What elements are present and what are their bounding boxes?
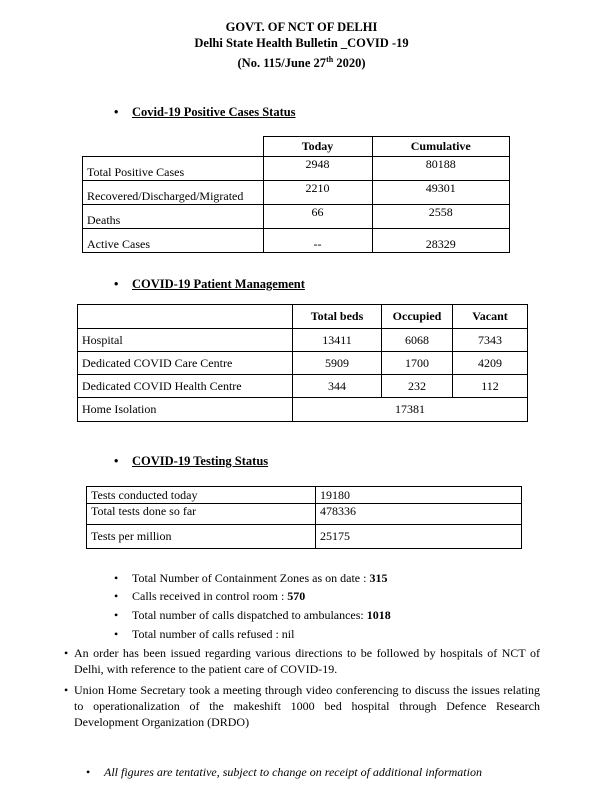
list-item: • Calls received in control room : 570 (114, 589, 306, 603)
table-row: Tests conducted today 19180 (87, 487, 522, 504)
testing-table (86, 486, 522, 549)
footer-note: • All figures are tentative, subject to change on receipt of additional information (86, 765, 482, 779)
paragraph-hospital-order: • An order has been issued regarding various directions to be followed by hospitals of NCT of Delhi, with reference to the patient care of COVID-19. (64, 646, 540, 676)
section-heading-testing: • COVID-19 Testing Status (114, 454, 269, 468)
col-total-beds: Total beds (293, 305, 382, 329)
table-row: Home Isolation 17381 (78, 398, 528, 422)
table-row: Active Cases -- 28329 (83, 229, 510, 253)
bulletin-number: (No. 115/June 27th 2020) (237, 55, 366, 71)
section-heading-management: • COVID-19 Patient Management (114, 277, 305, 291)
paragraph-drdo-meeting: • Union Home Secretary took a meeting through video conferencing to discuss the issues relating to operationalization of the makeshift 1000 bed hospital through Defence Research Development Organization (DRDO) (64, 683, 540, 729)
list-item: • Total number of calls refused : nil (114, 627, 295, 641)
cases-table (82, 136, 510, 253)
bulletin-govt-title: GOVT. OF NCT OF DELHI (225, 20, 378, 34)
table-row: Deaths 66 2558 (83, 205, 510, 229)
list-item: • Total Number of Containment Zones as on date : 315 (114, 571, 388, 585)
table-row: Total tests done so far 478336 (87, 504, 522, 525)
bulletin-title: Delhi State Health Bulletin _COVID -19 (194, 36, 409, 50)
section-heading-cases: • Covid-19 Positive Cases Status (114, 105, 296, 119)
col-cumulative: Cumulative (372, 137, 510, 157)
col-today: Today (263, 137, 372, 157)
table-row: Hospital 13411 6068 7343 (78, 329, 528, 352)
management-table (77, 304, 528, 422)
col-occupied: Occupied (382, 305, 453, 329)
table-row: Tests per million 25175 (87, 525, 522, 549)
table-row: Recovered/Discharged/Migrated 2210 49301 (83, 181, 510, 205)
table-row: Dedicated COVID Care Centre 5909 1700 4209 (78, 352, 528, 375)
table-row: Total Positive Cases 2948 80188 (83, 157, 510, 181)
col-vacant: Vacant (453, 305, 528, 329)
list-item: • Total number of calls dispatched to ambulances: 1018 (114, 608, 391, 622)
table-row: Dedicated COVID Health Centre 344 232 112 (78, 375, 528, 398)
